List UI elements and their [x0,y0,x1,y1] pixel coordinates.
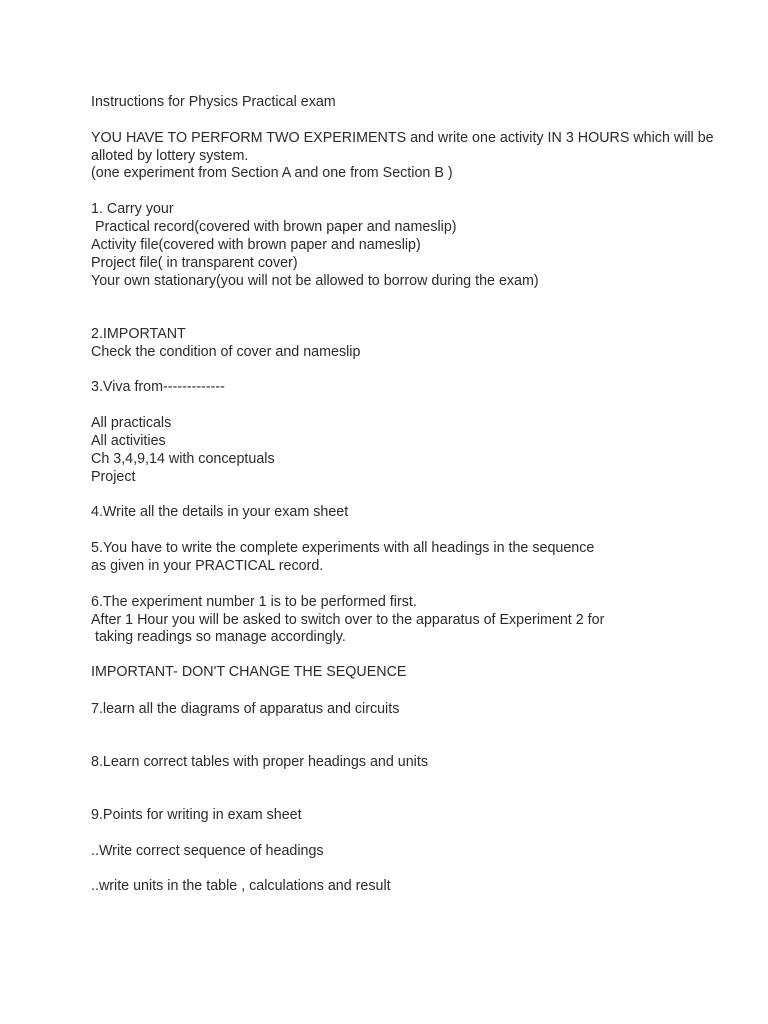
intro-line-1: YOU HAVE TO PERFORM TWO EXPERIMENTS and write one activity IN 3 HOURS which will be [91,130,714,146]
item-3-list-entry: All practicals [91,415,172,431]
item-1-list-entry: Practical record(covered with brown paper and nameslip) [91,219,457,235]
item-7-text: 7.learn all the diagrams of apparatus and circuits [91,701,400,717]
item-4-text: 4.Write all the details in your exam sheet [91,504,349,520]
item-6-line-1: 6.The experiment number 1 is to be performed first. [91,594,417,610]
item-3-list-entry: All activities [91,433,166,449]
item-6-line-2: After 1 Hour you will be asked to switch over to the apparatus of Experiment 2 for [91,612,605,628]
item-6-line-3: taking readings so manage accordingly. [91,629,346,645]
item-2-text: Check the condition of cover and nameslip [91,344,361,360]
item-1-list-entry: Your own stationary(you will not be allowed to borrow during the exam) [91,273,539,289]
intro-line-3: (one experiment from Section A and one from Section B ) [91,165,453,181]
item-3-list-entry: Project [91,469,136,485]
intro-line-2: alloted by lottery system. [91,148,249,164]
item-2-heading: 2.IMPORTANT [91,326,186,342]
item-9-point: ..Write correct sequence of headings [91,843,324,859]
important-note: IMPORTANT- DON'T CHANGE THE SEQUENCE [91,664,407,680]
item-5-line-2: as given in your PRACTICAL record. [91,558,324,574]
document-title: Instructions for Physics Practical exam [91,94,336,110]
item-8-text: 8.Learn correct tables with proper headings and units [91,754,428,770]
item-3-heading: 3.Viva from------------- [91,379,225,395]
item-3-list-entry: Ch 3,4,9,14 with conceptuals [91,451,275,467]
item-1-list-entry: Activity file(covered with brown paper and nameslip) [91,237,421,253]
item-9-heading: 9.Points for writing in exam sheet [91,807,302,823]
item-5-line-1: 5.You have to write the complete experiments with all headings in the sequence [91,540,595,556]
item-1-list-entry: Project file( in transparent cover) [91,255,298,271]
item-1-heading: 1. Carry your [91,201,174,217]
item-9-point: ..write units in the table , calculations and result [91,878,391,894]
